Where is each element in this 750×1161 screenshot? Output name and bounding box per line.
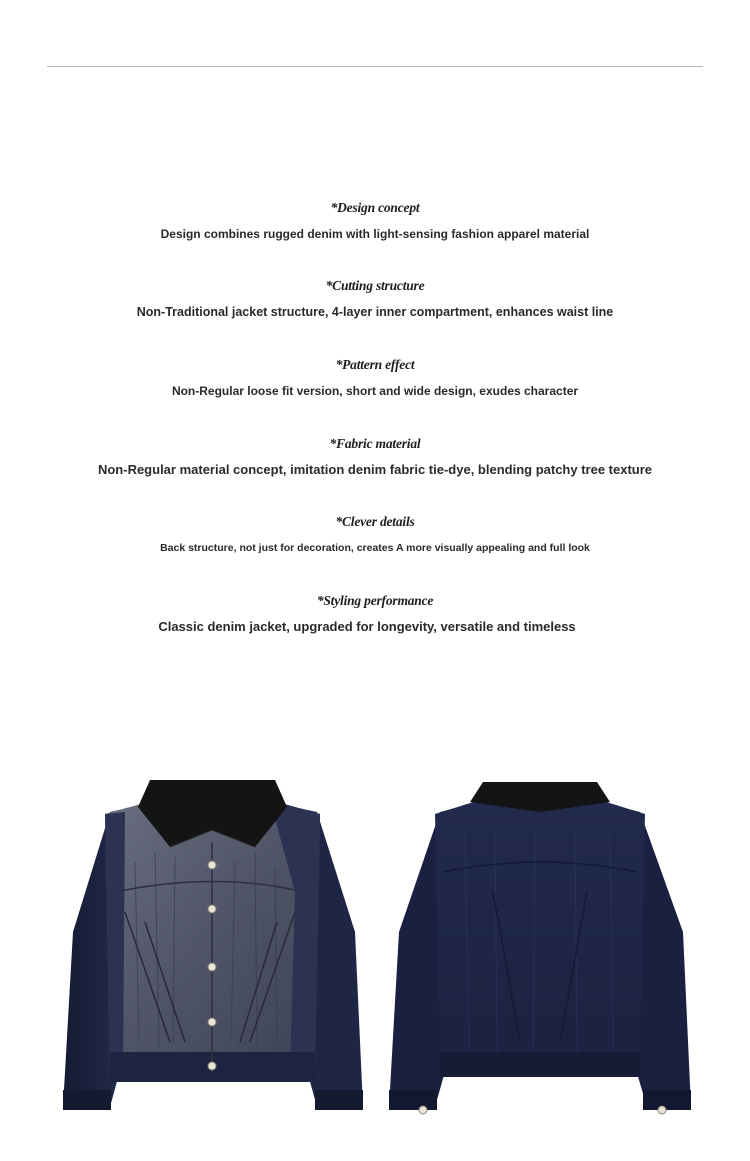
section-heading: *Cutting structure xyxy=(325,278,425,293)
section-pattern-effect xyxy=(0,357,750,400)
section-body: Back structure, not just for decoration, creates A more visually appealing and full look xyxy=(160,542,590,554)
section-heading: *Fabric material xyxy=(329,436,421,451)
section-body: Classic denim jacket, upgraded for longevity, versatile and timeless xyxy=(158,619,576,634)
section-body: Non-Regular loose fit version, short and wide design, exudes character xyxy=(171,384,579,398)
section-body: Non-Regular material concept, imitation denim fabric tie-dye, blending patchy tree texture xyxy=(97,462,653,477)
section-body: Design combines rugged denim with light-sensing fashion apparel material xyxy=(160,227,590,241)
section-heading: *Design concept xyxy=(330,200,420,215)
jacket-front-image xyxy=(55,772,370,1127)
top-divider xyxy=(47,66,703,67)
section-fabric-material xyxy=(0,436,750,479)
section-design-concept xyxy=(0,200,750,243)
section-styling-performance xyxy=(0,593,750,636)
section-heading: *Styling performance xyxy=(316,593,434,608)
section-body: Non-Traditional jacket structure, 4-layer inner compartment, enhances waist line xyxy=(136,305,614,319)
hem-band xyxy=(440,1052,640,1077)
section-cutting-structure xyxy=(0,278,750,321)
jacket-back-image xyxy=(385,772,700,1127)
section-clever-details xyxy=(0,514,750,557)
section-heading: *Pattern effect xyxy=(335,357,415,372)
section-heading: *Clever details xyxy=(335,514,415,529)
